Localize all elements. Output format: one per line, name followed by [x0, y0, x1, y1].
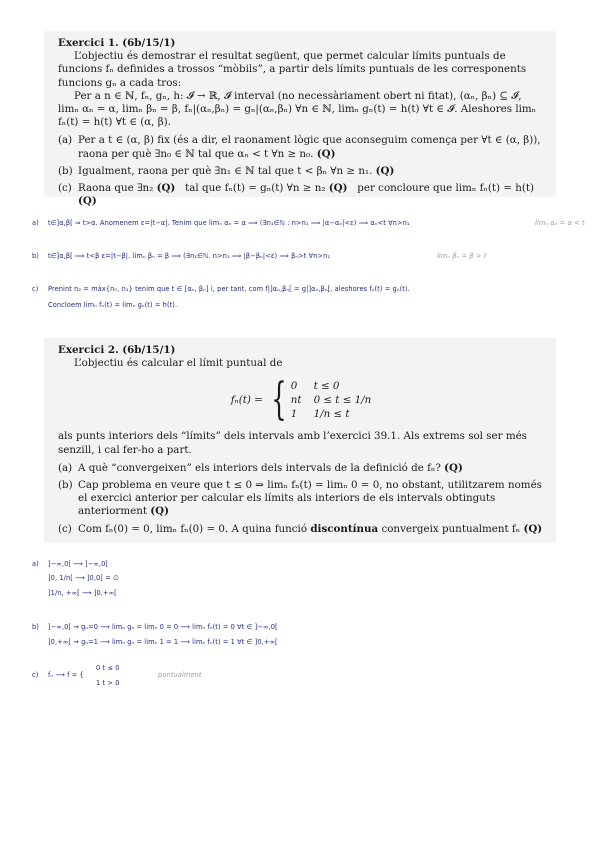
case-value: 1	[290, 408, 298, 420]
question-mark: (Q)	[375, 164, 395, 177]
exercise-1-item-a	[58, 134, 544, 160]
piecewise-formula	[58, 374, 544, 426]
note-2c-case-1: 0 t ≤ 0	[96, 664, 120, 672]
item-label: (c)	[58, 522, 72, 535]
formula-cases	[291, 380, 371, 422]
note-1a-side: limₙ αₙ = α < t	[535, 219, 585, 227]
note-label: c)	[32, 285, 39, 293]
item-label: (a)	[58, 461, 73, 474]
question-mark: (Q)	[328, 182, 348, 195]
item-text: Cap problema en veure que t ≤ 0 ⇒ limₙ fₙ(t) = limₙ 0 = 0, no obstant, utilitzarem només el exercici anterior per calcular els límits als interiors de els intervals obtinguts anteriorment	[78, 479, 542, 518]
exercise-2-box	[44, 338, 556, 543]
exercise-2-title: Exercici 2. (6b/15/1)	[58, 344, 176, 356]
note-text: ]−∞,0[ ⇝ gₙ=0 ⟶ limₙ gₙ = limₙ 0 = 0 ⟶ limₙ fₙ(t) = 0 ∀t ∈ ]−∞,0[	[48, 623, 278, 631]
exercise-1-intro: L’objectiu és demostrar el resultat següent, que permet calcular límits puntuals de funcions fₙ definides a trossos “mòbils”, a partir dels límits puntuals de les corresponents funcions gₙ a cada tros:	[58, 50, 527, 89]
note-2a	[32, 560, 108, 568]
formula-lhs: fₙ(t) =	[230, 393, 263, 406]
exercise-1-item-c	[58, 182, 544, 208]
item-text: Igualment, raona per què ∃n₁ ∈ ℕ tal que t < βₙ ∀n ≥ n₁.	[78, 164, 373, 177]
note-2c-side: puntualment	[158, 671, 202, 679]
question-mark: (Q)	[523, 522, 543, 535]
item-text-2: convergeix puntualment fₙ	[381, 522, 521, 535]
note-label: b)	[32, 623, 39, 631]
exercise-2-intro: L’objectiu és calcular el límit puntual de	[74, 357, 283, 370]
left-brace: {	[271, 374, 287, 426]
exercise-1-items	[58, 134, 544, 208]
item-text: Raona que ∃n₂	[78, 182, 154, 195]
exercise-2-item-b	[58, 479, 544, 519]
note-1b	[32, 252, 330, 260]
note-text: Prenint n₂ = màx{n₀, n₁} tenim que t ∈ [αₙ, βₙ] i, per tant, com f|]αₙ,βₙ[ = g|]αₙ,βₙ[, aleshores fₙ(t) = gₙ(t).	[48, 285, 410, 293]
item-label: (a)	[58, 134, 73, 147]
item-text-3: per concloure que limₙ fₙ(t) = h(t)	[357, 182, 535, 195]
note-text: t∈]α,β[ ⟹ t<β ε=|t−β|. limₙ βₙ = β ⟹ (∃n₁∈ℕ. n>n₁ ⟹ |β−βₙ|<ε) ⟹ βₙ>t ∀n>n₁	[48, 252, 331, 260]
case-condition: 1/n ≤ t	[313, 408, 350, 420]
note-text: t∈]α,β[ ⇒ t>α. Anomenem ε=|t−α|. Tenim que limₙ αₙ = α ⟹ (∃n₁∈ℕ : n>n₁ ⟹ |α−αₙ|<ε) ⟹ αₙ<t ∀n>n₁	[48, 219, 410, 227]
note-text: fₙ ⟶ f = {	[48, 671, 84, 679]
note-label: a)	[32, 560, 39, 568]
note-label: b)	[32, 252, 39, 260]
note-2c	[32, 671, 84, 679]
case-value: 0	[290, 379, 298, 392]
item-label: (c)	[58, 182, 72, 195]
exercise-2-items	[58, 462, 544, 536]
exercise-2-after: als punts interiors dels “límits” dels intervals amb l’exercici 39.1. Als extrems sol ser més senzill, i cal fer-ho a part.	[58, 430, 527, 456]
note-1b-side: limₙ βₙ = β > t	[437, 252, 487, 260]
exercise-1-statement: Per a n ∈ ℕ, fₙ, gₙ, h: 𝓘 → ℝ, 𝓘 interval (no necessàriament obert ni fitat), (αₙ, βₙ) ⊆ 𝓘, limₙ αₙ = α, limₙ βₙ = β, fₙ|(αₙ,βₙ) = gₙ|(αₙ,βₙ) ∀n ∈ ℕ, limₙ gₙ(t) = h(t) ∀t ∈ 𝓘. Aleshores limₙ fₙ(t) = h(t) ∀t ∈ (α, β).	[58, 89, 537, 129]
note-2b	[32, 623, 278, 631]
exercise-1-item-b	[58, 165, 544, 178]
note-label: c)	[32, 671, 39, 679]
item-label: (b)	[58, 479, 73, 492]
item-label: (b)	[58, 164, 73, 177]
note-text: ]−∞,0[ ⟶ ]−∞,0[	[48, 560, 109, 568]
item-text: Per a t ∈ (α, β) fix (és a dir, el raonament lògic que aconseguim comença per ∀t ∈ (α, β)), raona per què ∃n₀ ∈ ℕ tal que αₙ < t ∀n ≥ n₀.	[78, 134, 541, 160]
note-2a-line3: ]1/n, +∞[ ⟶ ]0,+∞[	[48, 589, 117, 597]
item-text: A què “convergeixen” els interiors dels intervals de la definició de fₙ?	[78, 461, 441, 474]
note-2c-case-2: 1 t > 0	[96, 679, 120, 687]
question-mark: (Q)	[78, 195, 97, 208]
exercise-2-item-a	[58, 462, 544, 475]
case-condition: t ≤ 0	[313, 379, 340, 392]
exercise-1-box	[44, 31, 556, 208]
question-mark: (Q)	[150, 505, 169, 518]
item-text: Com fₙ(0) = 0, limₙ fₙ(0) = 0. A quina funció	[78, 522, 308, 535]
item-text-2: tal que fₙ(t) = gₙ(t) ∀n ≥ n₂	[185, 182, 326, 195]
note-1c	[32, 285, 410, 293]
question-mark: (Q)	[316, 147, 336, 160]
case-value: nt	[290, 393, 302, 406]
note-1a	[32, 219, 410, 227]
case-condition: 0 ≤ t ≤ 1/n	[313, 393, 372, 406]
question-mark: (Q)	[444, 461, 463, 474]
exercise-2-item-c	[58, 523, 544, 536]
question-mark: (Q)	[156, 182, 176, 195]
note-2b-line2: ]0,+∞[ ⇝ gₙ=1 ⟶ limₙ gₙ = limₙ 1 = 1 ⟶ limₙ fₙ(t) = 1 ∀t ∈ ]0,+∞[	[48, 638, 278, 646]
bold-word: discontínua	[310, 522, 379, 535]
note-1c-conclusion: Concloem limₙ fₙ(t) = limₙ gₙ(t) = h(t).	[48, 301, 178, 309]
note-label: a)	[32, 219, 39, 227]
note-2a-line2: ]0, 1/n[ ⟶ ]0,0[ = ∅	[48, 574, 119, 582]
exercise-1-title: Exercici 1. (6b/15/1)	[58, 37, 176, 49]
